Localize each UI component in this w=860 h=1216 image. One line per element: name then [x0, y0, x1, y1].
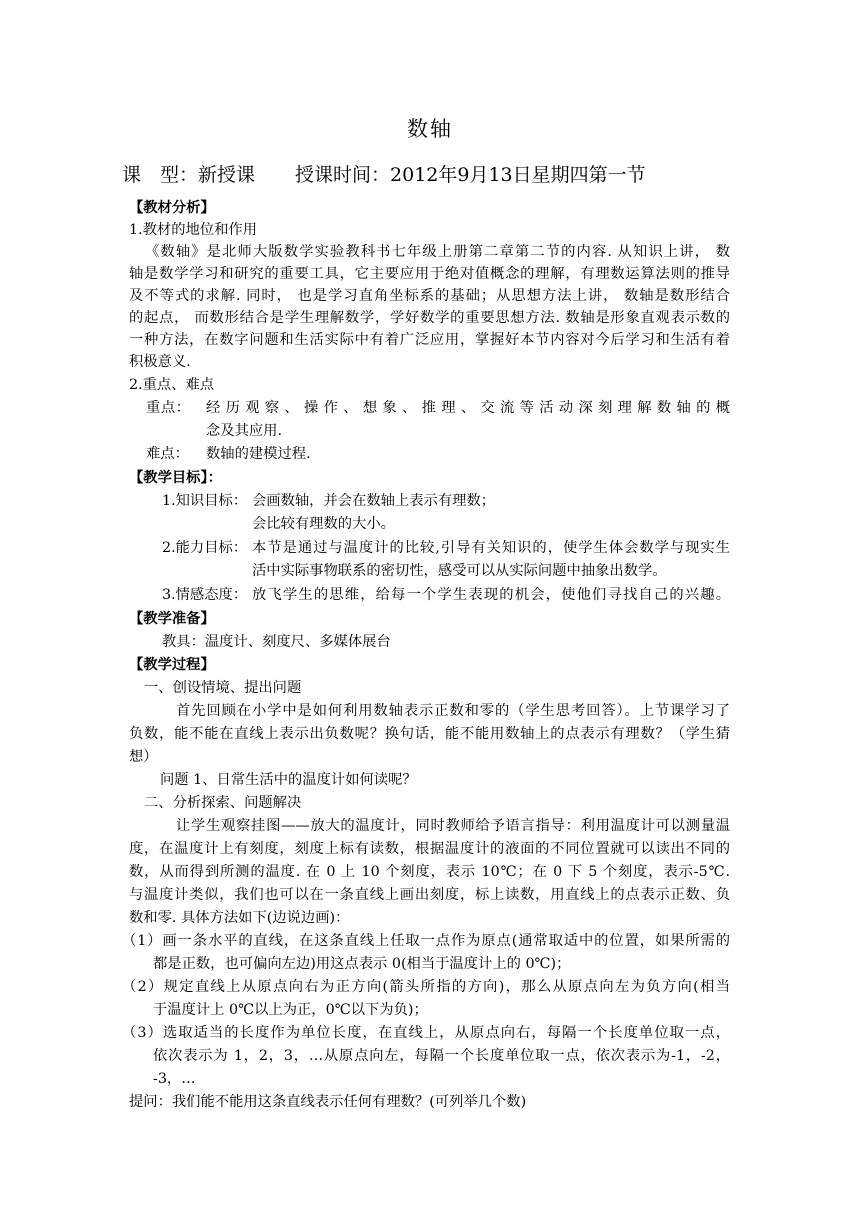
- paragraph-line: 让学生观察挂图——放大的温度计，同时教师给予语言指导：利用温度计可以测量温: [176, 818, 730, 834]
- section-heading-process: 【教学过程】: [129, 657, 215, 673]
- paragraph-line: 数，从而得到所测的温度. 在 0 上 10 个刻度，表示 10℃；在 0 下 5 个刻度，表示-5℃.: [129, 864, 730, 880]
- method-step-three: （3）选取适当的长度作为单位长度，在直线上，从原点向右，每隔一个长度单位取一点，: [122, 1025, 730, 1041]
- document-title: 数轴: [407, 117, 453, 141]
- method-step-three: 依次表示为 1，2，3，…从原点向左，每隔一个长度单位取一点，依次表示为-1，-2，: [153, 1048, 730, 1064]
- method-step-two: 于温度计上 0℃以上为正，0℃以下为负)；: [153, 1002, 428, 1018]
- emotion-goal-label: 3.情感态度：: [162, 587, 248, 603]
- paragraph-line: 与温度计类似，我们也可以在一条直线上画出刻度，标上读数，用直线上的点表示正数、负: [129, 887, 730, 903]
- emotion-goal-text: 放飞学生的思维，给每一个学生表现的机会，使他们寻找自己的兴趣。: [252, 587, 730, 603]
- paragraph-line: 负数，能不能在直线上表示出负数呢？换句话，能不能用数轴上的点表示有理数？（学生猜: [129, 726, 730, 742]
- method-step-one: （1）画一条水平的直线，在这条直线上任取一点作为原点(通常取适中的位置，如果所需的: [122, 933, 730, 949]
- knowledge-goal-label: 1.知识目标：: [162, 493, 248, 509]
- item1-line: 一种方法，在数字问题和生活实际中有着广泛应用，掌握好本节内容对今后学习和生活有着: [129, 332, 730, 348]
- item1-line: 的起点， 而数形结合是学生理解数学，学好数学的重要思想方法. 数轴是形象直观表示数的: [129, 310, 730, 326]
- method-step-three: -3，…: [153, 1071, 196, 1087]
- item2-title: 2.重点、难点: [129, 377, 215, 393]
- difficulty-text: 数轴的建模过程.: [206, 446, 311, 462]
- lesson-type: 课 型：新授课: [122, 164, 256, 186]
- knowledge-goal-text: 会比较有理数的大小。: [252, 516, 395, 532]
- difficulty-label: 难点：: [146, 446, 189, 462]
- item1-line: 轴是数学学习和研究的重要工具，它主要应用于绝对值概念的理解，有理数运算法则的推导: [129, 266, 730, 282]
- paragraph-line: 数和零. 具体方法如下(边说边画)：: [129, 910, 350, 926]
- item1-title: 1.教材的地位和作用: [129, 222, 258, 238]
- paragraph-line: 度，在温度计上有刻度，刻度上标有读数，根据温度计的液面的不同位置就可以读出不同的: [129, 841, 730, 857]
- paragraph-line: 首先回顾在小学中是如何利用数轴表示正数和零的（学生思考回答）。上节课学习了: [176, 703, 730, 719]
- section-heading-analysis: 【教材分析】: [129, 200, 215, 216]
- lesson-info: [122, 160, 646, 187]
- ability-goal-text: 活中实际事物联系的密切性，感受可以从实际问题中抽象出数学。: [252, 563, 667, 579]
- ability-goal-text: 本节是通过与温度计的比较,引导有关知识的，使学生体会数学与现实生: [252, 540, 730, 556]
- step-one-title: 一、创设情境、提出问题: [144, 680, 302, 696]
- section-heading-preparation: 【教学准备】: [129, 611, 215, 627]
- paragraph-line: 想）: [129, 749, 158, 765]
- question-one: 问题 1、日常生活中的温度计如何读呢？: [160, 772, 417, 788]
- section-heading-objectives: 【教学目标】：: [129, 470, 222, 486]
- question-two: 提问：我们能不能用这条直线表示任何有理数？(可列举几个数): [129, 1094, 527, 1110]
- method-step-one: 都是正数，也可偏向左边)用这点表示 0(相当于温度计上的 0℃)；: [153, 956, 571, 972]
- teaching-tools: 教具：温度计、刻度尺、多媒体展台: [162, 634, 391, 650]
- ability-goal-label: 2.能力目标：: [162, 540, 248, 556]
- item1-line: 《数轴》是北师大版数学实验教科书七年级上册第二章第二节的内容. 从知识上讲， 数: [145, 244, 730, 260]
- key-point-text: 念及其应用.: [206, 423, 283, 439]
- lesson-time: 授课时间：2012年9月13日星期四第一节: [295, 164, 646, 186]
- key-point-text: 经历观察、操作、想象、推理、交流等活动深刻理解数轴的概: [206, 400, 730, 416]
- knowledge-goal-text: 会画数轴，并会在数轴上表示有理数；: [252, 493, 496, 509]
- item1-line: 积极意义.: [129, 354, 191, 370]
- key-point-label: 重点：: [146, 400, 190, 416]
- item1-line: 及不等式的求解. 同时， 也是学习直角坐标系的基础；从思想方法上讲， 数轴是数形结合: [129, 288, 730, 304]
- method-step-two: （2）规定直线上从原点向右为正方向(箭头所指的方向)，那么从原点向左为负方向(相当: [122, 979, 730, 995]
- step-two-title: 二、分析探索、问题解决: [144, 795, 302, 811]
